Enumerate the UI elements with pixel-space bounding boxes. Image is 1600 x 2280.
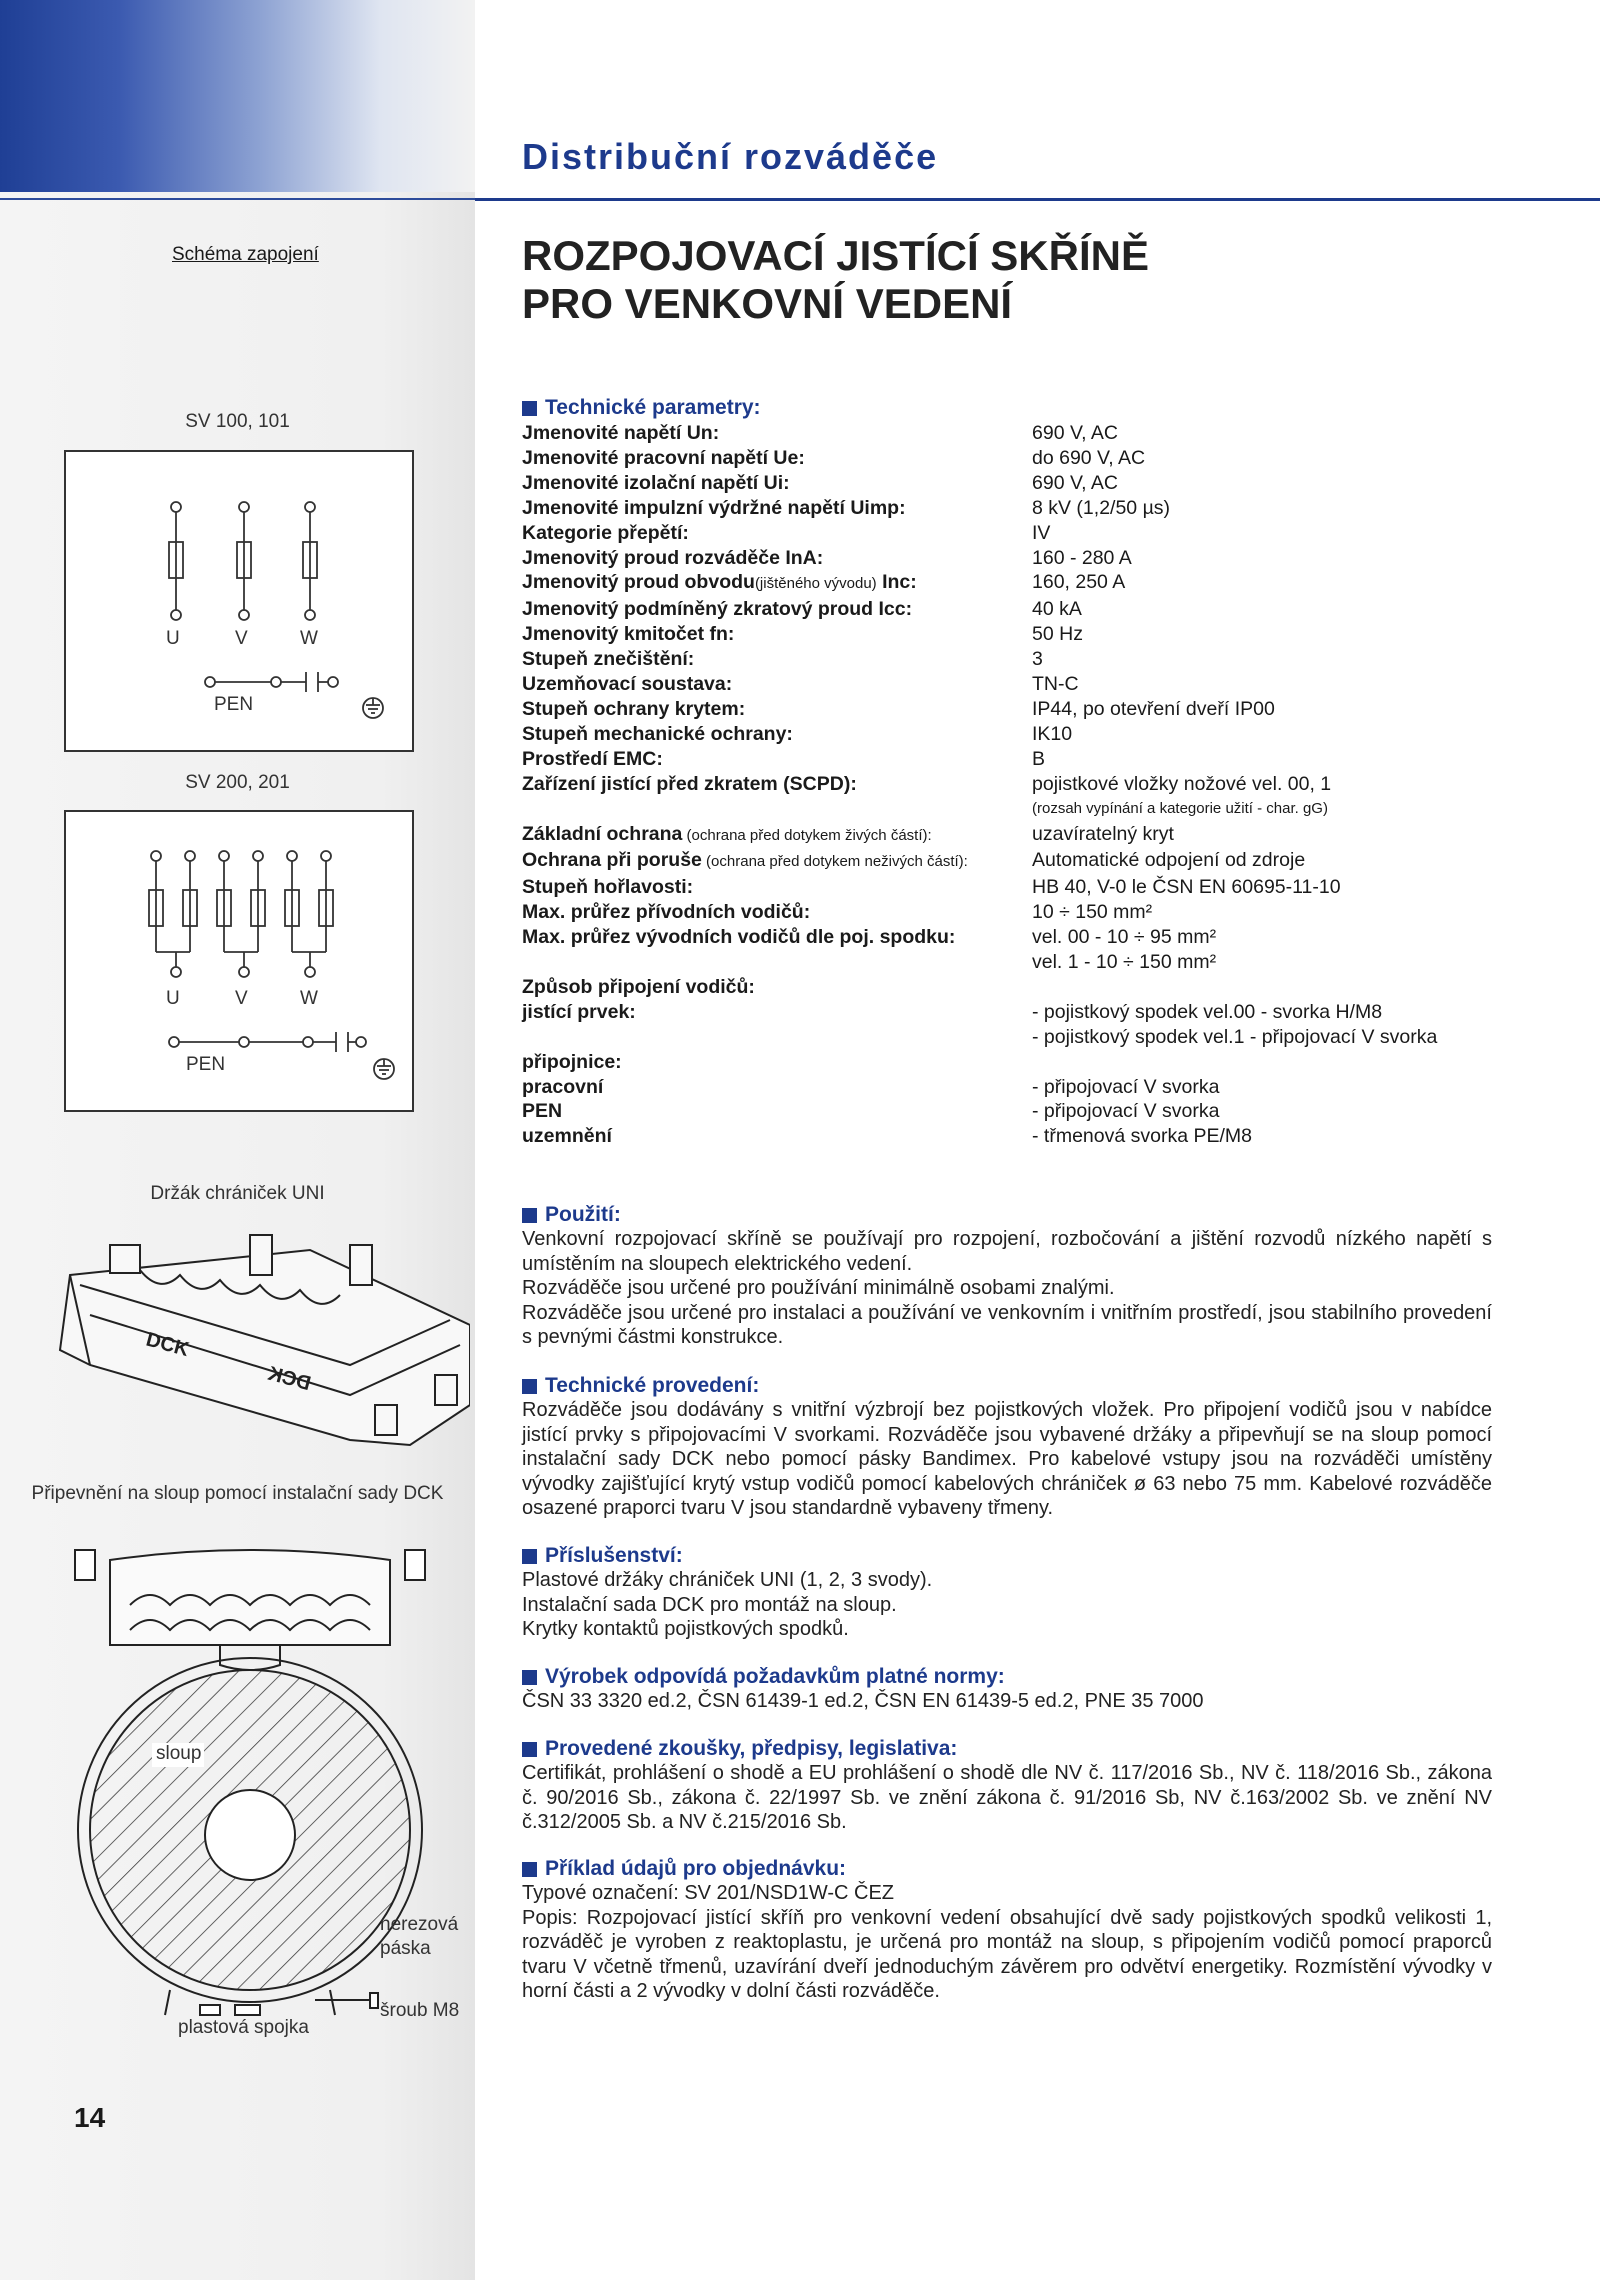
param-value: uzavíratelný kryt <box>1032 822 1174 845</box>
diagram-2-phase-w: W <box>300 988 318 1009</box>
param-label <box>522 570 1032 597</box>
param-row <box>522 848 1522 875</box>
param-label-note: (ochrana před dotykem živých částí): <box>682 826 932 844</box>
diagram-1-caption: SV 100, 101 <box>185 411 290 432</box>
param-value: 8 kV (1,2/50 µs) <box>1032 496 1171 519</box>
param-value: 160, 250 A <box>1032 571 1126 594</box>
diagram-2-pen-label: PEN <box>186 1054 226 1075</box>
param-value: 690 V, AC <box>1032 471 1119 494</box>
bullet-square-icon <box>522 1670 537 1685</box>
bullet-square-icon <box>522 1549 537 1564</box>
param-label <box>522 975 1032 1000</box>
holder-brand-right: DCK <box>265 1362 314 1396</box>
holder-drawing <box>50 1215 470 1455</box>
param-label <box>522 900 1032 925</box>
diagram-2-phase-v: V <box>235 988 248 1009</box>
param-value: vel. 00 - 10 ÷ 95 mm² <box>1032 926 1217 949</box>
param-value <box>1032 1050 1522 1075</box>
param-value: (rozsah vypínání a kategorie užití - char. gG) <box>1032 799 1328 817</box>
header-title: Distribuční rozváděče <box>522 136 939 177</box>
param-label <box>522 672 1032 697</box>
section-pouziti <box>522 1203 1492 1350</box>
diagram-1-phase-w: W <box>300 628 318 649</box>
param-row <box>522 471 1522 496</box>
param-label <box>522 797 1032 822</box>
mount-label-clip: plastová spojka <box>178 2017 309 2038</box>
page-number: 14 <box>74 2102 106 2133</box>
holder-illustration <box>50 1215 470 1455</box>
paragraph: Krytky kontaktů pojistkových spodků. <box>522 1618 849 1640</box>
paragraph: Rozváděče jsou určené pro používání minimálně osobami znalými. <box>522 1277 1115 1299</box>
param-value: Automatické odpojení od zdroje <box>1032 849 1306 872</box>
wiring-diagram-sv200 <box>64 810 414 1112</box>
param-label <box>522 697 1032 722</box>
param-label-text: Jmenovitý podmíněný zkratový proud Icc: <box>522 598 913 621</box>
param-row <box>522 697 1522 722</box>
param-value: 160 - 280 A <box>1032 546 1132 569</box>
tech-params-heading-text: Technické parametry: <box>545 396 761 419</box>
param-label <box>522 925 1032 950</box>
paragraph: Instalační sada DCK pro montáž na sloup. <box>522 1593 897 1616</box>
param-row <box>522 797 1522 822</box>
param-label <box>522 722 1032 747</box>
section-prislusenstvi-heading <box>522 1544 1492 1568</box>
param-label <box>522 950 1032 975</box>
mount-label-band: nerezová páska <box>380 1914 459 1959</box>
section-objednavka-heading <box>522 1857 1492 1881</box>
param-value: - pojistkový spodek vel.1 - připojovací V svorka <box>1032 1025 1438 1048</box>
param-row <box>522 597 1522 622</box>
mount-drawing <box>70 1545 470 2045</box>
bullet-square-icon <box>522 1208 537 1223</box>
param-value: TN-C <box>1032 673 1079 696</box>
param-value: - třmenová svorka PE/M8 <box>1032 1125 1252 1148</box>
section-provedeni-body <box>522 1398 1492 1521</box>
param-value: 40 kA <box>1032 598 1082 621</box>
param-label <box>522 597 1032 622</box>
mount-illustration <box>70 1545 470 2045</box>
param-value: IV <box>1032 521 1051 544</box>
param-label <box>522 647 1032 672</box>
param-value: HB 40, V-0 le ČSN EN 60695-11-10 <box>1032 876 1341 899</box>
diagram-1-phase-u: U <box>166 628 180 649</box>
param-label-text: pracovní <box>522 1075 604 1098</box>
header-rule <box>475 198 1600 201</box>
param-row <box>522 975 1522 1000</box>
diagram-2-phase-u: U <box>166 988 180 1009</box>
param-row <box>522 822 1522 849</box>
param-label <box>522 1075 1032 1100</box>
section-zkousky-heading <box>522 1737 1492 1761</box>
section-pouziti-body <box>522 1227 1492 1350</box>
param-row <box>522 925 1522 950</box>
param-label <box>522 521 1032 546</box>
param-row <box>522 1075 1522 1100</box>
section-zkousky-body <box>522 1761 1492 1835</box>
param-label-text: Uzemňovací soustava: <box>522 673 733 696</box>
section-normy-heading-text: Výrobek odpovídá požadavkům platné normy: <box>545 1665 1005 1688</box>
param-row <box>522 647 1522 672</box>
param-value: IP44, po otevření dveří IP00 <box>1032 697 1275 720</box>
holder-brand-left: DCK <box>143 1328 192 1362</box>
param-label <box>522 622 1032 647</box>
section-provedeni-heading-text: Technické provedení: <box>545 1374 760 1397</box>
wiring-diagram-sv200-graphic <box>66 812 412 1110</box>
param-value: IK10 <box>1032 722 1073 745</box>
param-label-text: Ochrana při poruše <box>522 849 702 872</box>
param-label-text: Kategorie přepětí: <box>522 521 689 544</box>
mount-label-pole: sloup <box>156 1743 202 1764</box>
wiring-diagram-sv100 <box>64 450 414 752</box>
param-label-text: Základní ochrana <box>522 822 683 845</box>
section-zkousky-heading-text: Provedené zkoušky, předpisy, legislativa: <box>545 1737 958 1760</box>
param-label-text: Jmenovité izolační napětí Ui: <box>522 471 790 494</box>
param-label <box>522 421 1032 446</box>
paragraph: ČSN 33 3320 ed.2, ČSN 61439-1 ed.2, ČSN EN 61439-5 ed.2, PNE 35 7000 <box>522 1690 1204 1712</box>
param-label-text: Zařízení jistící před zkratem (SCPD): <box>522 772 857 795</box>
param-label-text: Max. průřez přívodních vodičů: <box>522 901 811 924</box>
page-title-line-2: PRO VENKOVNÍ VEDENÍ <box>522 280 1013 327</box>
param-label-text: Jmenovité impulzní výdržné napětí Uimp: <box>522 496 906 519</box>
param-row <box>522 446 1522 471</box>
paragraph: Popis: Rozpojovací jistící skříň pro venkovní vedení obsahující dvě sady pojistkových spodků velikosti 1, rozváděč je vyroben z reaktoplastu, je určená pro montáž na sloup, s připojením vodičů pomocí praporců tvaru V včetně třmenů, uzavírání dveří jednoduchým závěrem pro odvětví energetiky. Rozmístění vývodky v horní části a 2 vývodky v dolní části rozváděče. <box>522 1906 1492 2002</box>
fuse-column-v <box>237 502 251 620</box>
param-label-text: Jmenovitý proud obvodu <box>522 571 755 594</box>
section-prislusenstvi <box>522 1544 1492 1642</box>
param-label <box>522 471 1032 496</box>
param-label <box>522 1124 1032 1149</box>
param-value: 10 ÷ 150 mm² <box>1032 901 1153 924</box>
param-row <box>522 722 1522 747</box>
diagram-2-caption: SV 200, 201 <box>185 772 290 793</box>
tech-params-table <box>522 421 1522 1149</box>
param-label-tail: Inc: <box>876 571 917 594</box>
param-value: 690 V, AC <box>1032 422 1119 444</box>
bullet-square-icon <box>522 1742 537 1757</box>
section-prislusenstvi-body <box>522 1568 1492 1642</box>
param-label-note: (jištěného vývodu) <box>754 575 877 593</box>
param-value: - připojovací V svorka <box>1032 1100 1220 1123</box>
param-label-text: Stupeň hořlavosti: <box>522 876 694 899</box>
bullet-square-icon <box>522 1379 537 1394</box>
section-pouziti-heading <box>522 1203 1492 1227</box>
param-label-text: Jmenovitý proud rozváděče InA: <box>522 546 824 569</box>
section-objednavka <box>522 1857 1492 2004</box>
section-prislusenstvi-heading-text: Příslušenství: <box>545 1544 683 1567</box>
param-value: pojistkové vložky nožové vel. 00, 1 <box>1032 772 1332 795</box>
param-value: 3 <box>1032 648 1043 671</box>
param-row <box>522 1025 1522 1050</box>
param-label <box>522 875 1032 900</box>
param-label <box>522 546 1032 571</box>
param-label <box>522 822 1032 849</box>
param-value: vel. 1 - 10 ÷ 150 mm² <box>1032 951 1217 974</box>
param-label <box>522 747 1032 772</box>
section-normy <box>522 1665 1492 1714</box>
corner-gradient <box>0 0 475 192</box>
mount-caption: Připevnění na sloup pomocí instalační sady DCK <box>31 1483 444 1504</box>
param-value: - připojovací V svorka <box>1032 1075 1220 1098</box>
param-row <box>522 1000 1522 1025</box>
param-label-text: Jmenovitý kmitočet fn: <box>522 623 735 646</box>
param-label-text: Prostředí EMC: <box>522 747 663 770</box>
section-provedeni <box>522 1374 1492 1521</box>
param-value: 50 Hz <box>1032 623 1083 646</box>
param-label-note: (ochrana před dotykem neživých částí): <box>701 853 968 871</box>
paragraph: Rozváděče jsou určené pro instalaci a používání ve venkovním i vnitřním prostředí, jsou stabilního provedení s pevnými částmi konstrukce. <box>522 1301 1492 1348</box>
section-normy-body <box>522 1689 1492 1714</box>
param-label <box>522 446 1032 471</box>
header-rule-left <box>0 198 475 200</box>
param-label-text: Stupeň ochrany krytem: <box>522 697 746 720</box>
param-row <box>522 672 1522 697</box>
section-pouziti-heading-text: Použití: <box>545 1203 621 1226</box>
param-label <box>522 772 1032 797</box>
page-title-line-1: ROZPOJOVACÍ JISTÍCÍ SKŘÍNĚ <box>522 232 1149 279</box>
param-label-text: Max. průřez vývodních vodičů dle poj. spodku: <box>522 926 956 949</box>
param-row <box>522 1050 1522 1075</box>
param-label <box>522 1050 1032 1075</box>
param-label-text: Způsob připojení vodičů: <box>522 975 755 998</box>
holder-caption: Držák chrániček UNI <box>150 1183 325 1204</box>
paragraph: Plastové držáky chrániček UNI (1, 2, 3 svody). <box>522 1569 933 1591</box>
param-value: - pojistkový spodek vel.00 - svorka H/M8 <box>1032 1000 1383 1023</box>
mount-label-screw: šroub M8 <box>380 2000 460 2021</box>
param-row <box>522 950 1522 975</box>
paragraph: Rozváděče jsou dodávány s vnitřní výzbrojí bez pojistkových vložek. Pro připojení vodičů jsou v nabídce jistící prvky s připojovacími V svorkami. Rozváděče jsou vybavené držáky a připevňují se na sloup pomocí instalační sady DCK nebo pomocí pásky Bandimex. Pro kabelové vstupy jsou na rozváděči umístěny vývodky zajišťující krytý vstup vodičů pomocí kabelových chrániček ø 63 nebo 75 mm. Kabelové rozváděče osazené praporci tvaru V jsou standardně vybaveny třmeny. <box>522 1399 1492 1519</box>
param-row <box>522 421 1522 446</box>
param-label-text: Jmenovité napětí Un: <box>522 422 720 444</box>
param-label-text: Jmenovité pracovní napětí Ue: <box>522 446 805 469</box>
param-label-text: uzemnění <box>522 1125 612 1148</box>
param-row <box>522 747 1522 772</box>
paragraph: Certifikát, prohlášení o shodě a EU prohlášení o shodě dle NV č. 117/2016 Sb., NV č. 118/2016 Sb., zákona č. 90/2016 Sb., zákona č. 22/1997 Sb. ve znění zákona č. 91/2016 Sb, NV č.163/2002 Sb. ve znění NV č.312/2005 Sb. a NV č.215/2016 Sb. <box>522 1762 1492 1833</box>
param-label <box>522 1000 1032 1025</box>
param-row <box>522 1124 1522 1149</box>
bullet-square-icon <box>522 401 537 416</box>
param-row <box>522 875 1522 900</box>
section-provedeni-heading <box>522 1374 1492 1398</box>
diagram-1-pen-label: PEN <box>214 694 254 715</box>
param-label-text: PEN <box>522 1100 563 1123</box>
fuse-column-w <box>303 502 317 620</box>
param-row <box>522 622 1522 647</box>
fuse-column-u <box>169 502 183 620</box>
param-row <box>522 496 1522 521</box>
diagram-1-phase-v: V <box>235 628 248 649</box>
param-label <box>522 1025 1032 1050</box>
tech-params-heading <box>522 396 761 420</box>
param-value <box>1032 975 1522 1000</box>
section-zkousky <box>522 1737 1492 1835</box>
param-value: B <box>1032 747 1046 770</box>
section-objednavka-heading-text: Příklad údajů pro objednávku: <box>545 1857 847 1880</box>
param-row <box>522 1099 1522 1124</box>
paragraph: Typové označení: SV 201/NSD1W-C ČEZ <box>522 1882 895 1904</box>
param-label <box>522 848 1032 875</box>
param-value: do 690 V, AC <box>1032 446 1146 469</box>
schema-label: Schéma zapojení <box>172 244 319 265</box>
param-label-text: Stupeň mechanické ochrany: <box>522 722 793 745</box>
param-label-text: jistící prvek: <box>522 1000 636 1023</box>
param-label <box>522 496 1032 521</box>
param-row <box>522 900 1522 925</box>
paragraph: Venkovní rozpojovací skříně se používají pro rozpojení, rozbočování a jištění rozvodů nízkého napětí s umístěním na sloupech elektrického vedení. <box>522 1228 1492 1275</box>
param-row <box>522 546 1522 571</box>
param-label-text: připojnice: <box>522 1050 622 1073</box>
param-label-text: Stupeň znečištění: <box>522 648 695 671</box>
param-label <box>522 1099 1032 1124</box>
param-row <box>522 521 1522 546</box>
bullet-square-icon <box>522 1862 537 1877</box>
param-row <box>522 570 1522 597</box>
page-title <box>522 232 1149 328</box>
param-row <box>522 772 1522 797</box>
section-objednavka-body <box>522 1881 1492 2004</box>
section-normy-heading <box>522 1665 1492 1689</box>
